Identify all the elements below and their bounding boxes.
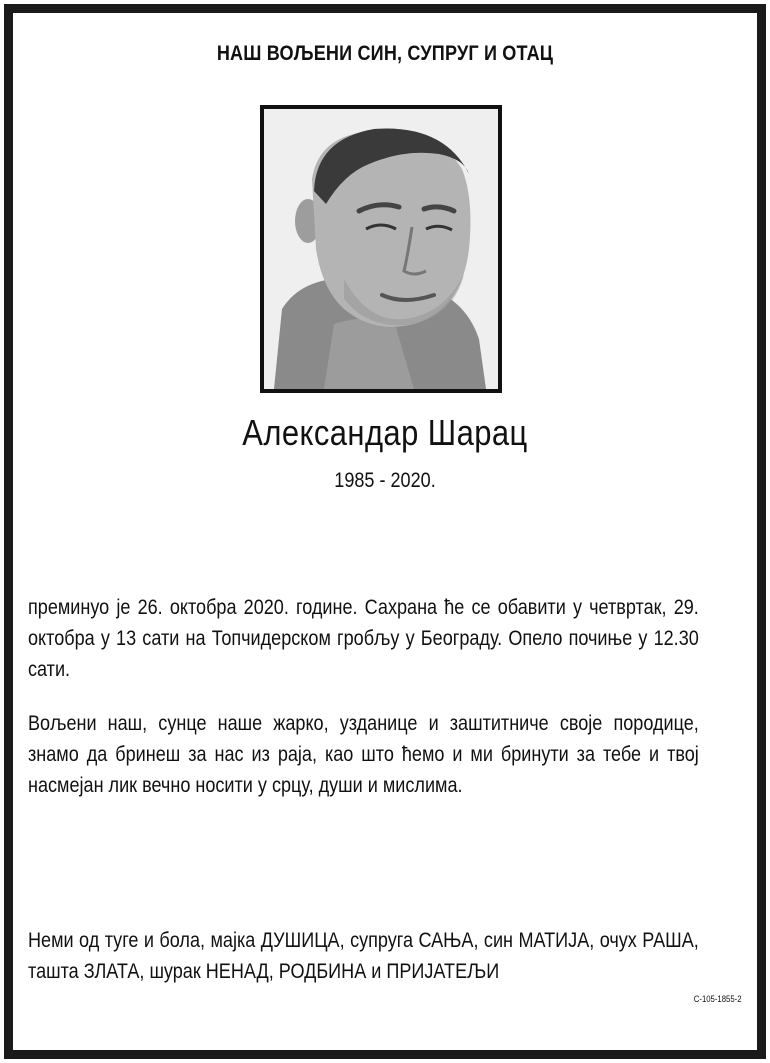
life-years: 1985 - 2020. (334, 469, 436, 492)
mourners-text: Неми од туге и бола, мајка ДУШИЦА, супруга САЊА, син МАТИЈА, очух РАША, ташта ЗЛАТА, шурак НЕНАД, РОДБИНА и ПРИЈАТЕЉИ (28, 929, 699, 983)
funeral-details: преминуо је 26. октобра 2020. године. Сахрана ће се обавити у четвртак, 29. октобра у 13 сати на Топчидерском гробљу у Београду. Опело почиње у 12.30 сати. (28, 596, 699, 681)
portrait-illustration (264, 109, 498, 389)
ad-code: С-105-1855-2 (694, 994, 742, 1004)
portrait-photo (260, 105, 502, 393)
notice-heading: НАШ ВОЉЕНИ СИН, СУПРУГ И ОТАЦ (216, 42, 554, 65)
deceased-name: Александар Шарац (242, 412, 528, 453)
tribute-text: Вољени наш, сунце наше жарко, узданице и заштитниче своје породице, знамо да бринеш за нас из раја, као што ћемо и ми бринути за тебе и твој насмејан лик вечно носити у срцу, души и мислима. (28, 712, 699, 797)
